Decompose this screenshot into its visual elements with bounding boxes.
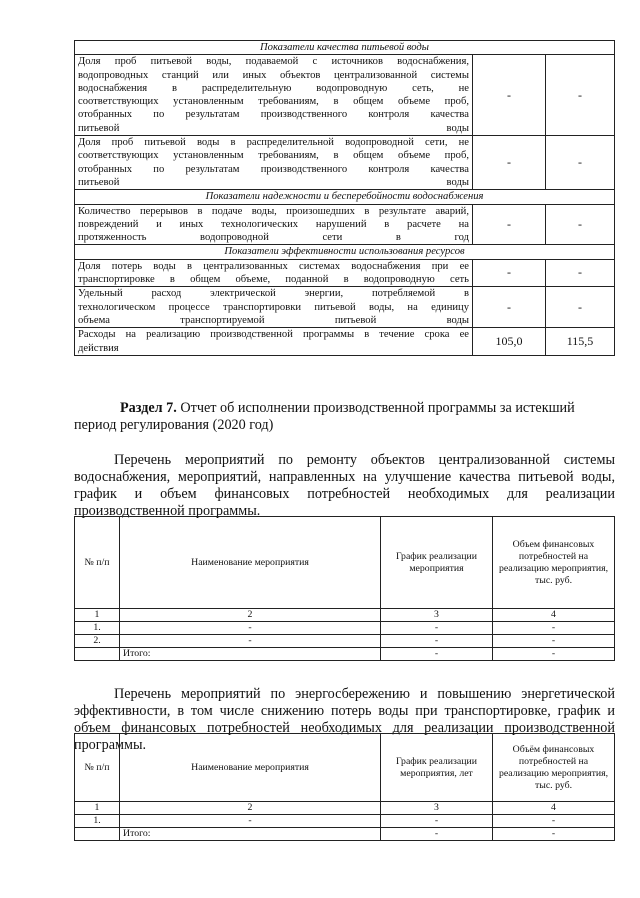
cell: - — [381, 828, 493, 841]
description-line: повреждений и иных технологических нарушений в расчете на — [78, 218, 469, 230]
description-line: Доля потерь воды в централизованных системах водоснабжения при ее — [78, 260, 469, 272]
value-current: - — [546, 136, 615, 190]
cell: - — [381, 635, 493, 648]
section-7-title: Отчет об исполнении производственной программы за истекший период регулирования (2020 год) — [74, 400, 575, 433]
description-line: транспортировке в общем объеме, поданной в водопроводную сеть — [78, 274, 469, 286]
header-name: Наименование мероприятия — [120, 734, 381, 802]
table-row — [75, 622, 615, 635]
repair-measures-paragraph: Перечень мероприятий по ремонту объектов централизованной системы водоснабжения, мероприятий, направленных на улучшение качества питьевой воды, график и объем финансовых потребностей необходимых для реализации производственной программы. — [74, 452, 615, 519]
section-header-row — [75, 41, 615, 55]
section-header-row — [75, 190, 615, 204]
total-row — [75, 828, 615, 841]
table-row — [75, 635, 615, 648]
value-previous: - — [473, 136, 546, 190]
column-number: 3 — [381, 609, 493, 622]
section-title: Показатели надежности и бесперебойности водоснабжения — [75, 190, 615, 204]
column-number: 2 — [120, 802, 381, 815]
header-name: Наименование мероприятия — [120, 517, 381, 609]
cell: 1. — [75, 815, 120, 828]
value-previous: - — [473, 287, 546, 328]
total-label: Итого: — [120, 828, 381, 841]
energy-measures-paragraph: Перечень мероприятий по энергосбережению и повышению энергетической эффективности, в том числе снижению потерь воды при транспортировке, график и объем финансовых потребностей необходимых для реализации производственной программы. — [74, 686, 615, 753]
indicator-description — [75, 259, 473, 287]
header-finance: Объём финансовых потребностей на реализацию мероприятия, тыс. руб. — [493, 734, 615, 802]
cell: - — [120, 815, 381, 828]
column-number: 1 — [75, 609, 120, 622]
description-line: соответствующих установленным требованиям, в общем объеме проб, — [78, 150, 469, 162]
column-number: 3 — [381, 802, 493, 815]
column-number: 1 — [75, 802, 120, 815]
energy-measures-table — [74, 733, 615, 841]
repair-measures-table — [74, 516, 615, 661]
description-line: Количество перерывов в подаче воды, произошедших в результате аварий, — [78, 205, 469, 217]
description-line: отобранных по результатам производственного контроля качества — [78, 109, 469, 121]
description-line: питьевой воды — [78, 176, 469, 188]
indicator-description — [75, 328, 473, 356]
value-current: - — [546, 287, 615, 328]
cell — [75, 828, 120, 841]
value-previous: - — [473, 204, 546, 245]
value-current: 115,5 — [546, 328, 615, 356]
indicator-description — [75, 204, 473, 245]
column-numbers-row — [75, 802, 615, 815]
table-row — [75, 136, 615, 190]
section-7-heading — [74, 400, 615, 434]
column-number: 2 — [120, 609, 381, 622]
total-label: Итого: — [120, 648, 381, 661]
cell: - — [493, 828, 615, 841]
value-current: - — [546, 204, 615, 245]
section-title: Показатели эффективности использования ресурсов — [75, 245, 615, 259]
description-line: Доля проб питьевой воды в распределительной водопроводной сети, не — [78, 137, 469, 149]
column-numbers-row — [75, 609, 615, 622]
description-line: питьевой воды — [78, 122, 469, 134]
section-header-row — [75, 245, 615, 259]
table-header-row — [75, 517, 615, 609]
indicators-table — [74, 40, 615, 356]
header-schedule: График реализации мероприятия — [381, 517, 493, 609]
cell — [75, 648, 120, 661]
description-line: Удельный расход электрической энергии, потребляемой в — [78, 288, 469, 300]
column-number: 4 — [493, 802, 615, 815]
description-line: объема транспортируемой питьевой воды — [78, 314, 469, 326]
header-finance: Объем финансовых потребностей на реализацию мероприятия, тыс. руб. — [493, 517, 615, 609]
total-row — [75, 648, 615, 661]
description-line: Расходы на реализацию производственной программы в течение срока ее — [78, 329, 469, 341]
cell: - — [120, 635, 381, 648]
indicator-description — [75, 136, 473, 190]
cell: - — [120, 622, 381, 635]
header-schedule: График реализации мероприятия, лет — [381, 734, 493, 802]
cell: - — [493, 648, 615, 661]
cell: 1. — [75, 622, 120, 635]
cell: - — [381, 648, 493, 661]
description-line: технологическом процессе транспортировки питьевой воды, на единицу — [78, 301, 469, 313]
table-row — [75, 287, 615, 328]
value-previous: 105,0 — [473, 328, 546, 356]
description-line: действия — [78, 342, 119, 354]
cell: - — [381, 815, 493, 828]
value-current: - — [546, 55, 615, 136]
table-row — [75, 259, 615, 287]
cell: - — [493, 622, 615, 635]
cell: - — [493, 815, 615, 828]
description-line: водоснабжения в распределительную водопроводную сеть, не — [78, 82, 469, 94]
description-line: протяженность водопроводной сети в год — [78, 232, 469, 244]
description-line: Доля проб питьевой воды, подаваемой с источников водоснабжения, — [78, 56, 469, 68]
column-number: 4 — [493, 609, 615, 622]
table-row — [75, 55, 615, 136]
indicator-description — [75, 287, 473, 328]
header-number: № п/п — [75, 517, 120, 609]
cell: - — [493, 635, 615, 648]
cell: 2. — [75, 635, 120, 648]
section-7-number: Раздел 7. — [120, 400, 177, 416]
indicator-description — [75, 55, 473, 136]
header-number: № п/п — [75, 734, 120, 802]
table-row — [75, 328, 615, 356]
value-previous: - — [473, 259, 546, 287]
section-title: Показатели качества питьевой воды — [75, 41, 615, 55]
description-line: соответствующих установленным требованиям, в общем объеме проб, — [78, 96, 469, 108]
table-row — [75, 204, 615, 245]
value-current: - — [546, 259, 615, 287]
description-line: водопроводных станций или иных объектов централизованной системы — [78, 69, 469, 81]
value-previous: - — [473, 55, 546, 136]
table-row — [75, 815, 615, 828]
description-line: отобранных по результатам производственного контроля качества — [78, 163, 469, 175]
cell: - — [381, 622, 493, 635]
table-header-row — [75, 734, 615, 802]
